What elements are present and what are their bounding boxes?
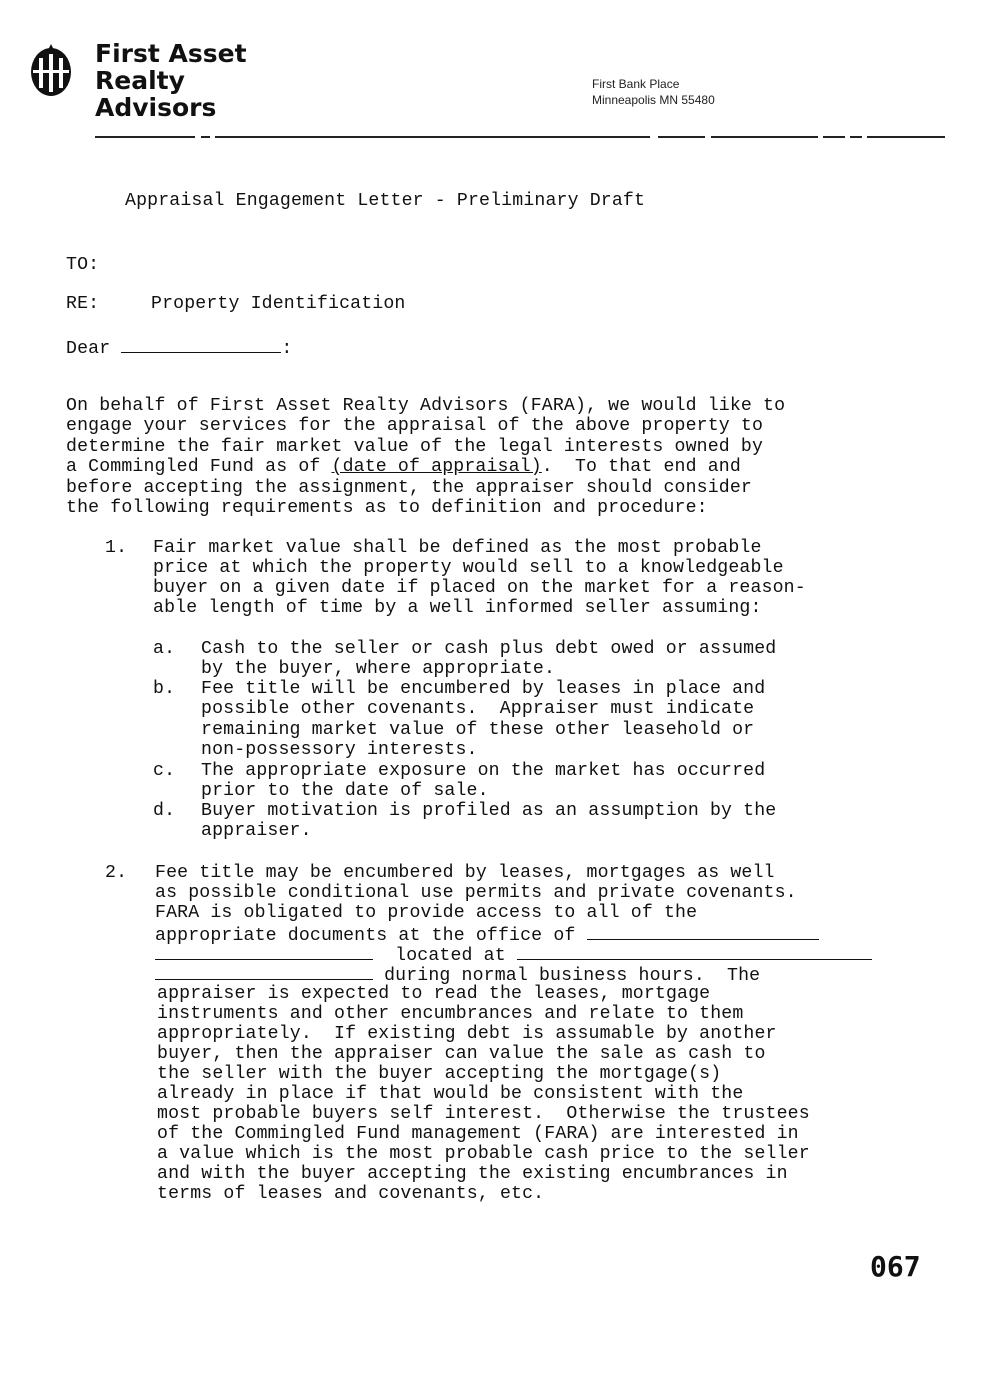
item2-office-text: appropriate documents at the office of	[155, 926, 587, 946]
date-of-appraisal: (date of appraisal)	[331, 457, 542, 477]
company-name	[95, 40, 247, 121]
intro-line: the following requirements as to definition and procedure:	[66, 498, 708, 518]
divider-gap	[845, 134, 850, 140]
location-cont-blank	[155, 963, 373, 980]
item2-number: 2.	[105, 863, 128, 883]
company-name-line1: First Asset	[95, 39, 247, 68]
divider-gap	[705, 134, 711, 140]
item1-line: able length of time by a well informed seller assuming:	[153, 598, 762, 618]
item1-line: price at which the property would sell to a knowledgeable	[153, 558, 784, 578]
page-number: 067	[870, 1250, 921, 1283]
to-label: TO:	[66, 255, 100, 275]
subitem-c-line: prior to the date of sale.	[201, 781, 489, 801]
item2-line: terms of leases and covenants, etc.	[157, 1184, 545, 1204]
item2-line: of the Commingled Fund management (FARA) are interested in	[157, 1124, 799, 1144]
location-blank	[517, 943, 872, 960]
item2-line: and with the buyer accepting the existing encumbrances in	[157, 1164, 788, 1184]
item2-line: appraiser is expected to read the leases, mortgage	[157, 984, 711, 1004]
intro-line	[66, 457, 741, 477]
re-label: RE:	[66, 294, 100, 314]
dear-suffix: :	[281, 339, 293, 359]
item2-line: buyer, then the appraiser can value the sale as cash to	[157, 1044, 766, 1064]
addressee-blank	[121, 336, 281, 353]
intro-line: before accepting the assignment, the appraiser should consider	[66, 478, 752, 498]
company-name-line3: Advisors	[95, 93, 217, 122]
subitem-b-line: remaining market value of these other leasehold or	[201, 720, 755, 740]
address-line2: Minneapolis MN 55480	[592, 93, 715, 107]
subitem-b-line: Fee title will be encumbered by leases in place and	[201, 679, 766, 699]
intro-line: determine the fair market value of the legal interests owned by	[66, 437, 764, 457]
item2-line: already in place if that would be consistent with the	[157, 1084, 744, 1104]
intro-line: On behalf of First Asset Realty Advisors (FARA), we would like to	[66, 396, 786, 416]
item2-line	[155, 963, 760, 986]
subitem-b-letter: b.	[153, 679, 176, 699]
address-line1: First Bank Place	[592, 77, 680, 91]
logo-globe-icon	[29, 40, 73, 100]
divider-gap	[210, 134, 215, 140]
subitem-b-line: non-possessory interests.	[201, 740, 478, 760]
item2-line: instruments and other encumbrances and relate to them	[157, 1004, 744, 1024]
divider-gap	[650, 134, 658, 140]
item1-line: Fair market value shall be defined as the most probable	[153, 538, 762, 558]
item2-line: FARA is obligated to provide access to all of the	[155, 903, 698, 923]
letter-title: Appraisal Engagement Letter - Preliminary Draft	[125, 191, 646, 211]
intro-line4-tail: . To that end and	[541, 457, 741, 477]
divider-gap	[818, 134, 823, 140]
dear-label: Dear	[66, 339, 111, 359]
subitem-a-line: by the buyer, where appropriate.	[201, 659, 556, 679]
office-blank	[587, 923, 819, 940]
item2-line: Fee title may be encumbered by leases, mortgages as well	[155, 863, 775, 883]
re-value: Property Identification	[151, 294, 406, 314]
item2-line: most probable buyers self interest. Otherwise the trustees	[157, 1104, 810, 1124]
subitem-c-line: The appropriate exposure on the market has occurred	[201, 761, 766, 781]
subitem-d-letter: d.	[153, 801, 176, 821]
company-logo	[29, 40, 73, 100]
intro-line4-head: a Commingled Fund as of	[66, 457, 332, 477]
office-name-blank	[155, 943, 373, 960]
item2-line: the seller with the buyer accepting the mortgage(s)	[157, 1064, 722, 1084]
intro-line: engage your services for the appraisal of the above property to	[66, 416, 764, 436]
item1-number: 1.	[105, 538, 128, 558]
salutation	[66, 336, 292, 359]
company-name-line2: Realty	[95, 66, 185, 95]
item1-line: buyer on a given date if placed on the market for a reason-	[153, 578, 806, 598]
company-address	[592, 76, 715, 108]
item2-line: appropriately. If existing debt is assumable by another	[157, 1024, 777, 1044]
divider-gap	[862, 134, 867, 140]
subitem-c-letter: c.	[153, 761, 176, 781]
subitem-a-letter: a.	[153, 639, 176, 659]
subitem-b-line: possible other covenants. Appraiser must indicate	[201, 699, 755, 719]
business-hours-text: during normal business hours. The	[373, 966, 761, 986]
item2-line: as possible conditional use permits and private covenants.	[155, 883, 797, 903]
subitem-a-line: Cash to the seller or cash plus debt owed or assumed	[201, 639, 777, 659]
located-at-text: located at	[395, 946, 517, 966]
item2-line: a value which is the most probable cash price to the seller	[157, 1144, 810, 1164]
subitem-d-line: appraiser.	[201, 821, 312, 841]
subitem-d-line: Buyer motivation is profiled as an assumption by the	[201, 801, 777, 821]
divider-gap	[195, 134, 201, 140]
